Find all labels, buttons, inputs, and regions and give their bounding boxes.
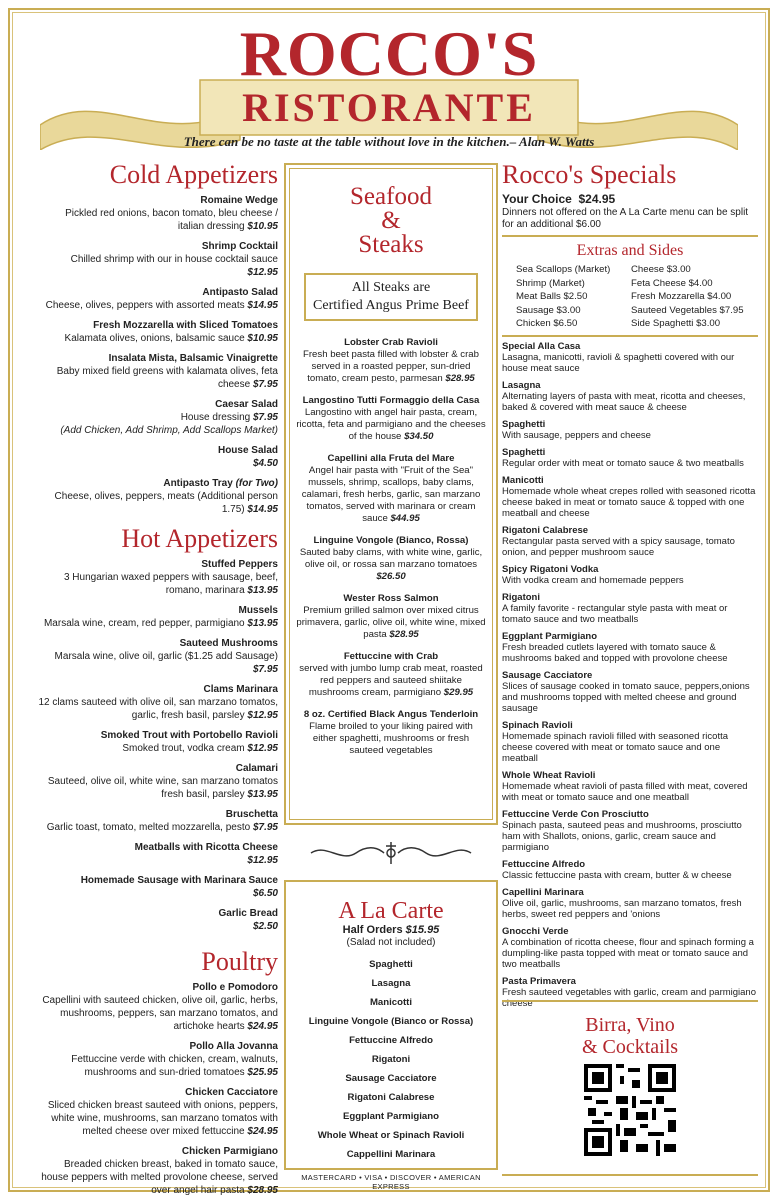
menu-item xyxy=(296,453,486,525)
menu-item xyxy=(38,874,278,900)
item-description: Cheese, olives, peppers with assorted meats xyxy=(45,300,245,311)
alacarte-list xyxy=(286,955,496,1164)
item-description: 3 Hungarian waxed peppers with sausage, beef, romano, marinara xyxy=(63,572,278,596)
menu-item xyxy=(296,651,486,699)
special-name: Special Alla Casa xyxy=(502,340,581,352)
item-price: $13.95 xyxy=(247,585,278,596)
special-description: Classic fettuccine pasta with cream, butter & w cheese xyxy=(502,869,732,881)
item-description: Sauted baby clams, with white wine, garlic, olive oil, or rossa san marzano tomatoes xyxy=(299,547,483,570)
quote: There can be no taste at the table without love in the kitchen.– Alan W. Watts xyxy=(183,134,595,149)
item-description: 12 clams sauteed with olive oil, san marzano tomatos, garlic, fresh basil, parsley xyxy=(38,697,278,721)
special-name: Spinach Ravioli xyxy=(502,719,573,731)
extra-item: Meat Balls $2.50 xyxy=(516,291,588,302)
item-name: Lobster Crab Ravioli xyxy=(344,337,438,348)
special-name: Manicotti xyxy=(502,474,544,486)
divider xyxy=(502,235,758,237)
cold-appetizers-title: Cold Appetizers xyxy=(109,160,278,189)
item-name: 8 oz. Certified Black Angus Tenderloin xyxy=(303,709,479,720)
cold-appetizers-list xyxy=(38,194,278,516)
seafood-steaks-panel xyxy=(284,163,498,825)
item-description: Flame broiled to your liking paired with either spaghetti, mushrooms or fresh sauteed vegetables xyxy=(309,721,473,756)
payment-methods: MASTERCARD • VISA • DISCOVER • AMERICAN EXPRESS xyxy=(301,1173,481,1191)
special-name: Spicy Rigatoni Vodka xyxy=(502,563,599,575)
special-name: Spaghetti xyxy=(502,418,546,430)
item-price: $12.95 xyxy=(247,743,278,754)
item-description: Chilled shrimp with our in house cocktail sauce xyxy=(70,254,278,265)
item-description: Cheese, olives, peppers, meats (Additional person 1.75) xyxy=(54,491,278,515)
menu-item xyxy=(38,1040,278,1079)
item-description: Capellini with sauteed chicken, olive oil, garlic, herbs, mushrooms, peppers, san marzano tomatos, and artichoke hearts xyxy=(42,995,278,1032)
item-price: $13.95 xyxy=(247,789,278,800)
special-item xyxy=(502,809,758,853)
drinks-panel xyxy=(502,1000,758,1176)
special-name: Fettuccine Verde Con Prosciutto xyxy=(502,808,649,820)
item-note: (Add Chicken, Add Shrimp, Add Scallops Market) xyxy=(60,425,278,436)
item-name: Chicken Cacciatore xyxy=(185,1087,278,1098)
item-description: Sauteed, olive oil, white wine, san marzano tomatos fresh basil, parsley xyxy=(47,776,278,800)
special-name: Sausage Cacciatore xyxy=(502,669,593,681)
special-item xyxy=(502,926,758,970)
item-price: $12.95 xyxy=(247,710,278,721)
item-price: $28.95 xyxy=(247,1185,278,1196)
right-column xyxy=(502,160,758,1015)
item-price: $14.95 xyxy=(247,300,278,311)
menu-item xyxy=(38,194,278,233)
item-price: $14.95 xyxy=(247,504,278,515)
item-description: Breaded chicken breast, baked in tomato sauce, house peppers with melted provolone cheese, served over angel hair pasta xyxy=(41,1159,278,1196)
special-description: Fresh breaded cutlets layered with tomato sauce & mushrooms baked and topped with provolone cheese xyxy=(502,641,728,664)
item-name-note: (for Two) xyxy=(235,478,278,489)
item-description: Langostino with angel hair pasta, cream, ricotta, feta and parmigiano and the cheeses of the house xyxy=(296,407,486,442)
seafood-panel-inner xyxy=(289,168,493,820)
menu-item xyxy=(38,1086,278,1138)
special-item xyxy=(502,419,758,441)
seafood-list xyxy=(290,337,492,757)
seafood-title-line1: Seafood xyxy=(350,183,432,210)
special-name: Rigatoni Calabrese xyxy=(502,524,589,536)
menu-item xyxy=(38,808,278,834)
special-name: Eggplant Parmigiano xyxy=(502,630,598,642)
menu-item xyxy=(38,604,278,630)
alacarte-panel xyxy=(284,880,498,1170)
item-price: $25.95 xyxy=(247,1067,278,1078)
menu-item xyxy=(38,444,278,470)
poultry-title: Poultry xyxy=(201,947,278,976)
extra-item: Chicken $6.50 xyxy=(516,318,578,329)
item-price: $10.95 xyxy=(247,221,278,232)
item-description: Baby mixed field greens with kalamata olives, feta cheese xyxy=(56,366,278,390)
special-item xyxy=(502,770,758,803)
extras-title: Extras and Sides xyxy=(576,242,684,259)
alacarte-item: Eggplant Parmigiano xyxy=(343,1111,439,1122)
item-name: Pollo Alla Jovanna xyxy=(189,1041,278,1052)
menu-item xyxy=(38,729,278,755)
item-name: Mussels xyxy=(238,605,278,616)
special-description: Homemade whole wheat crepes rolled with seasoned ricotta cheese baked in meat or tomato sauce & topped with one meatball and cheese xyxy=(502,485,756,519)
special-item xyxy=(502,670,758,714)
item-description: Marsala wine, cream, red pepper, parmigiano xyxy=(43,618,245,629)
item-name: Chicken Parmigiano xyxy=(181,1146,278,1157)
special-item xyxy=(502,341,758,374)
restaurant-subtitle: RISTORANTE xyxy=(242,85,536,130)
item-name: Caesar Salad xyxy=(215,399,278,410)
item-name: House Salad xyxy=(217,445,278,456)
special-name: Whole Wheat Ravioli xyxy=(502,769,596,781)
qr-code-icon[interactable] xyxy=(584,1064,676,1156)
special-description: Alternating layers of pasta with meat, ricotta and cheeses, baked & covered with meat sauce & cheese xyxy=(502,390,746,413)
alacarte-item: Cappellini Marinara xyxy=(346,1149,436,1160)
special-description: Spinach pasta, sauteed peas and mushrooms, prosciutto ham with Shallots, onions, garlic, cream sauce and parmigiano xyxy=(502,819,742,853)
special-item xyxy=(502,564,758,586)
steak-notice xyxy=(304,273,478,321)
special-name: Fettuccine Alfredo xyxy=(502,858,586,870)
alacarte-item: Manicotti xyxy=(369,997,413,1008)
item-price: $12.95 xyxy=(247,267,278,278)
item-price: $2.50 xyxy=(252,921,278,932)
extra-item: Shrimp (Market) xyxy=(516,277,585,289)
alacarte-item: Rigatoni xyxy=(371,1054,411,1065)
hot-appetizers-list xyxy=(38,558,278,933)
special-description: Olive oil, garlic, mushrooms, san marzano tomatos, fresh herbs, sweet red peppers and 'onions xyxy=(502,897,742,920)
menu-item xyxy=(38,398,278,437)
steak-notice-line2: Certified Angus Prime Beef xyxy=(313,298,469,313)
item-name: Wester Ross Salmon xyxy=(343,593,439,604)
special-name: Capellini Marinara xyxy=(502,886,584,898)
alacarte-item: Fettuccine Alfredo xyxy=(349,1035,433,1046)
item-price: $7.95 xyxy=(252,412,278,423)
item-description: Pickled red onions, bacon tomato, bleu cheese / italian dressing xyxy=(65,208,278,232)
special-description: A combination of ricotta cheese, flour and spinach forming a dumpling-like pasta topped with meat or tomato sauce and two meatballs xyxy=(502,936,754,970)
special-name: Pasta Primavera xyxy=(502,975,576,987)
item-description: served with jumbo lump crab meat, roasted red peppers and sauteed shiitake mushrooms cream, parmigiano xyxy=(299,663,483,698)
special-name: Spaghetti xyxy=(502,446,546,458)
menu-item xyxy=(38,477,278,516)
extra-item: Side Spaghetti $3.00 xyxy=(631,318,721,329)
item-description: Smoked trout, vodka cream xyxy=(122,743,245,754)
specials-title: Rocco's Specials xyxy=(502,160,677,189)
item-name: Langostino Tutti Formaggio della Casa xyxy=(302,395,480,406)
special-description: Fresh sauteed vegetables with garlic, cream and parmigiano cheese xyxy=(502,986,756,1009)
item-price: $4.50 xyxy=(252,458,278,469)
menu-item xyxy=(296,709,486,757)
item-price: $7.95 xyxy=(252,379,278,390)
your-choice-price: $24.95 xyxy=(578,192,616,206)
special-item xyxy=(502,887,758,920)
menu-item xyxy=(38,240,278,279)
seafood-title xyxy=(290,185,492,257)
steak-notice-line1: All Steaks are xyxy=(351,280,431,295)
seafood-title-line3: Steaks xyxy=(358,231,424,258)
item-name: Garlic Bread xyxy=(218,908,278,919)
half-orders-label: Half Orders xyxy=(342,924,403,936)
extra-item: Cheese $3.00 xyxy=(631,264,691,275)
item-price: $7.95 xyxy=(252,822,278,833)
alacarte-item: Sausage Cacciatore xyxy=(345,1073,437,1084)
menu-item xyxy=(38,286,278,312)
item-name: Fresh Mozzarella with Sliced Tomatoes xyxy=(93,320,278,331)
item-name: Clams Marinara xyxy=(203,684,278,695)
item-price: $29.95 xyxy=(443,687,474,698)
item-name: Pollo e Pomodoro xyxy=(192,982,278,993)
alacarte-item: Rigatoni Calabrese xyxy=(347,1092,435,1103)
menu-item xyxy=(38,558,278,597)
special-item xyxy=(502,475,758,519)
item-name: Sauteed Mushrooms xyxy=(179,638,278,649)
menu-item xyxy=(38,683,278,722)
hot-appetizers-title: Hot Appetizers xyxy=(121,524,278,553)
item-price: $24.95 xyxy=(247,1021,278,1032)
item-name: Fettuccine with Crab xyxy=(343,651,439,662)
extra-item: Feta Cheese $4.00 xyxy=(631,277,713,289)
item-description: Fresh beet pasta filled with lobster & crab served in a roasted pepper, sun-dried tomato, cream pesto, parmesan xyxy=(303,349,479,384)
menu-item xyxy=(38,981,278,1033)
extra-item: Fresh Mozzarella $4.00 xyxy=(631,291,732,302)
menu-item xyxy=(296,535,486,583)
menu-item xyxy=(38,1145,278,1197)
extra-item: Sea Scallops (Market) xyxy=(516,264,611,275)
special-item xyxy=(502,380,758,413)
item-price: $13.95 xyxy=(247,618,278,629)
item-description: Angel hair pasta with "Fruit of the Sea" mussels, shrimp, scallops, baby clams, calamari, fresh herbs, garlic, san marzano tomatos, served with marinara or cream sauce xyxy=(301,465,481,524)
item-name: Homemade Sausage with Marinara Sauce xyxy=(80,875,278,886)
extra-item: Sauteed Vegetables $7.95 xyxy=(631,304,744,316)
special-name: Rigatoni xyxy=(502,591,540,603)
special-description: Rectangular pasta served with a spicy sausage, tomato onion, and pepper mushroom sauce xyxy=(502,535,735,558)
item-price: $24.95 xyxy=(247,1126,278,1137)
restaurant-name: ROCCO'S xyxy=(239,18,539,89)
menu-item xyxy=(38,352,278,391)
alacarte-item: Whole Wheat or Spinach Ravioli xyxy=(317,1130,465,1141)
scroll-ornament-icon xyxy=(306,838,476,868)
divider xyxy=(502,335,758,337)
special-item xyxy=(502,859,758,881)
half-orders-price: $15.95 xyxy=(405,924,440,936)
item-name: Meatballs with Ricotta Cheese xyxy=(134,842,278,853)
special-name: Lasagna xyxy=(502,379,541,391)
split-note: Dinners not offered on the A La Carte menu can be split for an additional $6.00 xyxy=(502,207,749,230)
special-description: Homemade spinach ravioli filled with seasoned ricotta cheese covered with meat or tomato sauce and one meatball xyxy=(502,730,729,764)
item-name: Capellini alla Fruta del Mare xyxy=(327,453,455,464)
item-description: Fettuccine verde with chicken, cream, walnuts, mushrooms and sun-dried tomatoes xyxy=(71,1054,278,1078)
special-item xyxy=(502,720,758,764)
item-description: Sliced chicken breast sauteed with onions, peppers, white wine, mushrooms, san marzano tomatos with melted cheese over mixed fettuccine xyxy=(47,1100,278,1137)
special-description: Homemade wheat ravioli of pasta filled with meat, covered with meat or tomato sauce and one meatball xyxy=(502,780,748,803)
alacarte-item: Lasagna xyxy=(371,978,411,989)
item-name: Calamari xyxy=(235,763,278,774)
item-price: $28.95 xyxy=(389,629,419,640)
half-orders xyxy=(286,924,496,937)
special-description: With sausage, peppers and cheese xyxy=(502,429,651,441)
item-name: Insalata Mista, Balsamic Vinaigrette xyxy=(108,353,278,364)
menu-item xyxy=(296,395,486,443)
special-description: With vodka cream and homemade peppers xyxy=(502,574,684,586)
special-description: Lasagna, manicotti, ravioli & spaghetti covered with our house meat sauce xyxy=(502,351,735,374)
your-choice-label: Your Choice xyxy=(502,192,572,206)
menu-item xyxy=(296,593,486,641)
item-name: Antipasto Tray xyxy=(163,478,233,489)
item-price: $10.95 xyxy=(247,333,278,344)
drinks-title-line1: Birra, Vino xyxy=(585,1014,675,1036)
alacarte-item: Spaghetti xyxy=(369,959,413,970)
item-name: Smoked Trout with Portobello Ravioli xyxy=(100,730,278,741)
alacarte-title: A La Carte xyxy=(338,898,444,924)
specials-list xyxy=(502,341,758,1009)
item-name: Romaine Wedge xyxy=(200,195,278,206)
item-description: House dressing xyxy=(180,412,251,423)
item-description: Marsala wine, olive oil, garlic ($1.25 add Sausage) xyxy=(54,651,278,662)
alacarte-item: Linguine Vongole (Bianco or Rossa) xyxy=(308,1016,474,1027)
menu-item xyxy=(38,762,278,801)
item-name: Linguine Vongole (Bianco, Rossa) xyxy=(313,535,469,546)
seafood-title-line2: & xyxy=(381,207,401,234)
item-name: Shrimp Cocktail xyxy=(201,241,278,252)
menu-item xyxy=(296,337,486,385)
special-description: A family favorite - rectangular style pasta with meat or tomato sauce and two meatballs xyxy=(502,602,728,625)
left-column xyxy=(38,160,278,1204)
item-price: $44.95 xyxy=(390,513,420,524)
special-item xyxy=(502,447,758,469)
item-price: $6.50 xyxy=(252,888,278,899)
item-price: $7.95 xyxy=(252,664,278,675)
item-description: Kalamata olives, onions, balsamic sauce xyxy=(64,333,245,344)
item-price: $12.95 xyxy=(247,855,278,866)
item-name: Antipasto Salad xyxy=(202,287,278,298)
item-price: $28.95 xyxy=(445,373,475,384)
poultry-list xyxy=(38,981,278,1197)
special-name: Gnocchi Verde xyxy=(502,925,569,937)
item-price: $26.50 xyxy=(376,571,406,582)
drinks-title-line2: & Cocktails xyxy=(581,1036,679,1058)
item-description: Garlic toast, tomato, melted mozzarella, pesto xyxy=(46,822,251,833)
special-description: Slices of sausage cooked in tomato sauce, peppers,onions and mushrooms topped with melted cheese and ground sausage xyxy=(502,680,750,714)
item-name: Bruschetta xyxy=(225,809,278,820)
special-description: Regular order with meat or tomato sauce & two meatballs xyxy=(502,457,744,469)
menu-item xyxy=(38,637,278,676)
item-description: Premium grilled salmon over mixed citrus primavera, garlic, olive oil, white wine, mixed pasta xyxy=(296,605,486,640)
menu-item xyxy=(38,907,278,933)
drinks-title xyxy=(502,1014,758,1058)
menu-item xyxy=(38,841,278,867)
item-price: $34.50 xyxy=(404,431,434,442)
special-item xyxy=(502,592,758,625)
your-choice xyxy=(502,192,758,207)
extra-item: Sausage $3.00 xyxy=(516,304,581,316)
special-item xyxy=(502,525,758,558)
special-item xyxy=(502,631,758,664)
item-name: Stuffed Peppers xyxy=(201,559,278,570)
menu-item xyxy=(38,319,278,345)
extras-list xyxy=(502,263,758,331)
half-orders-note: (Salad not included) xyxy=(346,937,436,948)
